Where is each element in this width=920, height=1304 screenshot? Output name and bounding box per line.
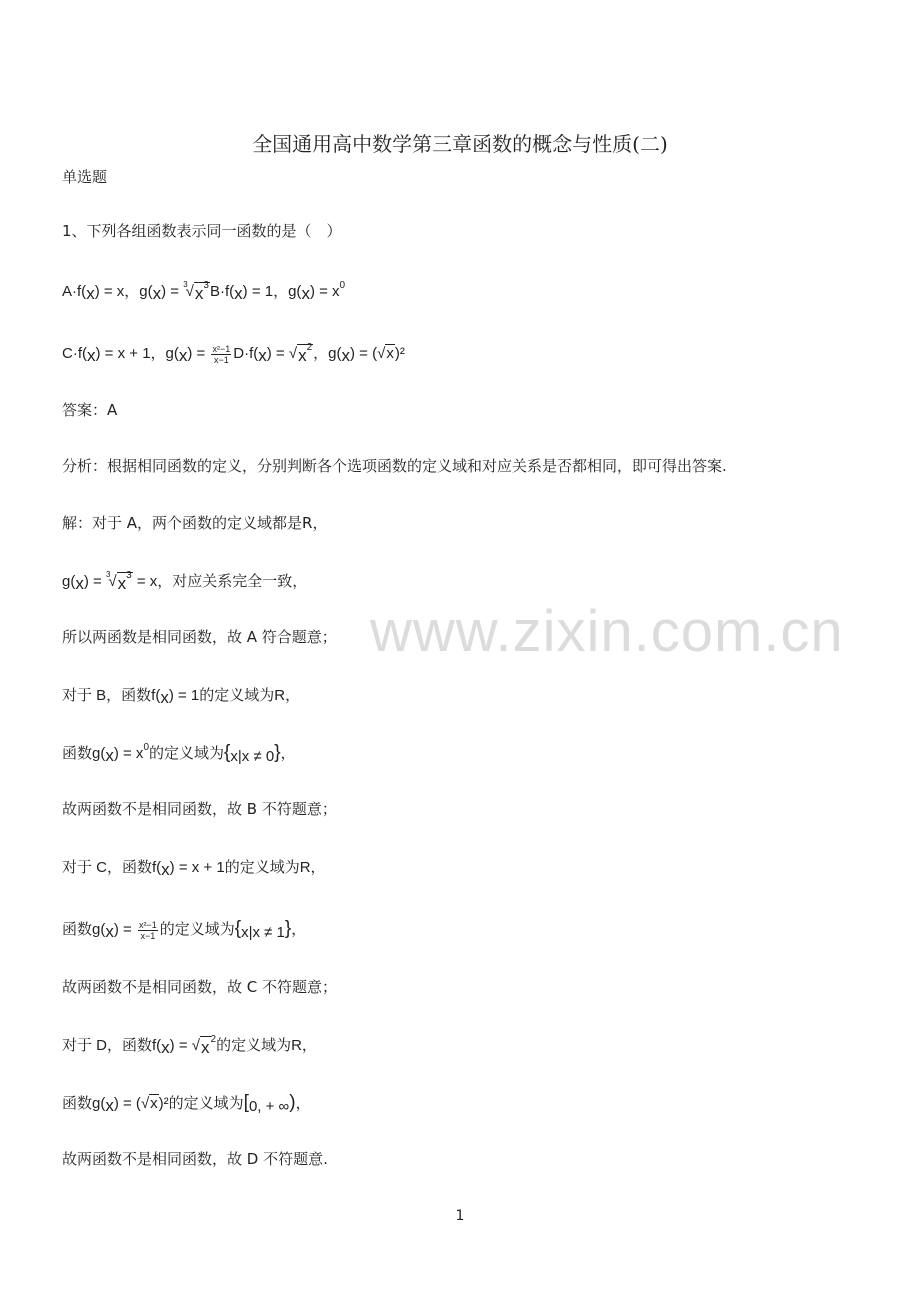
solution-line: 对于 D，函数$f(x) = √x^2$的定义域为R， — [62, 1034, 317, 1057]
fraction: $\frac{\text{x²−1}}{x-1}$ — [212, 343, 231, 365]
solution-line: 函数g(x) = (√x)²的定义域为[0, + ∞)， — [62, 1092, 311, 1115]
option-a-label: A — [62, 283, 73, 300]
option-c-label: C — [62, 345, 73, 362]
watermark: www.zixin.com.cn — [370, 599, 844, 664]
solution-line: 所以两函数是相同函数，故 A 符合题意； — [62, 628, 337, 646]
solution-line: 函数g(x) = $\frac{\text{x²−1}}{x-1}$ 的定义域为{x|x ≠ 1}， — [62, 918, 307, 941]
option-b-label: B — [209, 283, 220, 300]
options-c-d: C·f(x) = x + 1，g(x) = $\frac{\text{x²−1}}{x-1}$ $D\cdot f(x) = √x^2$，g(x) = (√x)² — [62, 342, 405, 365]
question-text: 1、下列各组函数表示同一函数的是（ ） — [62, 222, 342, 240]
square-root-expression: √x — [377, 345, 394, 362]
solution-line: $g(x) = ^3√x^3 = x$，对应关系完全一致， — [62, 570, 308, 593]
solution-line: 故两函数不是相同函数，故 C 不符题意； — [62, 978, 338, 996]
solution-line: 对于 C，函数f(x) = x + 1的定义域为R， — [62, 859, 326, 879]
solution-line: 故两函数不是相同函数，故 B 不符题意； — [62, 800, 337, 818]
analysis-text: 分析：根据相同函数的定义，分别判断各个选项函数的定义域和对应关系是否都相同，即可得出答案. — [62, 457, 727, 475]
option-d-label: D — [233, 345, 245, 362]
cube-root-expression: $^3√x^3$ — [105, 570, 132, 593]
page-number: 1 — [455, 1208, 465, 1224]
square-root-expression: √x — [191, 1037, 210, 1057]
square-root-expression: √x — [140, 1095, 158, 1112]
solution-line: 解：对于 A，两个函数的定义域都是R， — [62, 514, 328, 532]
answer-text: 答案：A — [62, 401, 118, 419]
options-a-b: A·f(x) = x，$g(x) = ^3√x^3B\cdot f(x) = 1$，$g(x) = x^0$ — [62, 280, 346, 303]
solution-line: 函数$g(x) = x^0$的定义域为{x|x ≠ 0}， — [62, 742, 296, 765]
cube-root-expression: $^3√x^3$ — [183, 280, 209, 303]
solution-line: 对于 B，函数f(x) = 1的定义域为R， — [62, 687, 301, 707]
page-title: 全国通用高中数学第三章函数的概念与性质(二) — [252, 132, 668, 156]
section-heading: 单选题 — [62, 168, 108, 186]
solution-line: 故两函数不是相同函数，故 D 不符题意. — [62, 1150, 328, 1168]
fraction: $\frac{\text{x²−1}}{x-1}$ — [138, 919, 157, 941]
square-root-expression: $√x^2$ — [288, 342, 313, 365]
